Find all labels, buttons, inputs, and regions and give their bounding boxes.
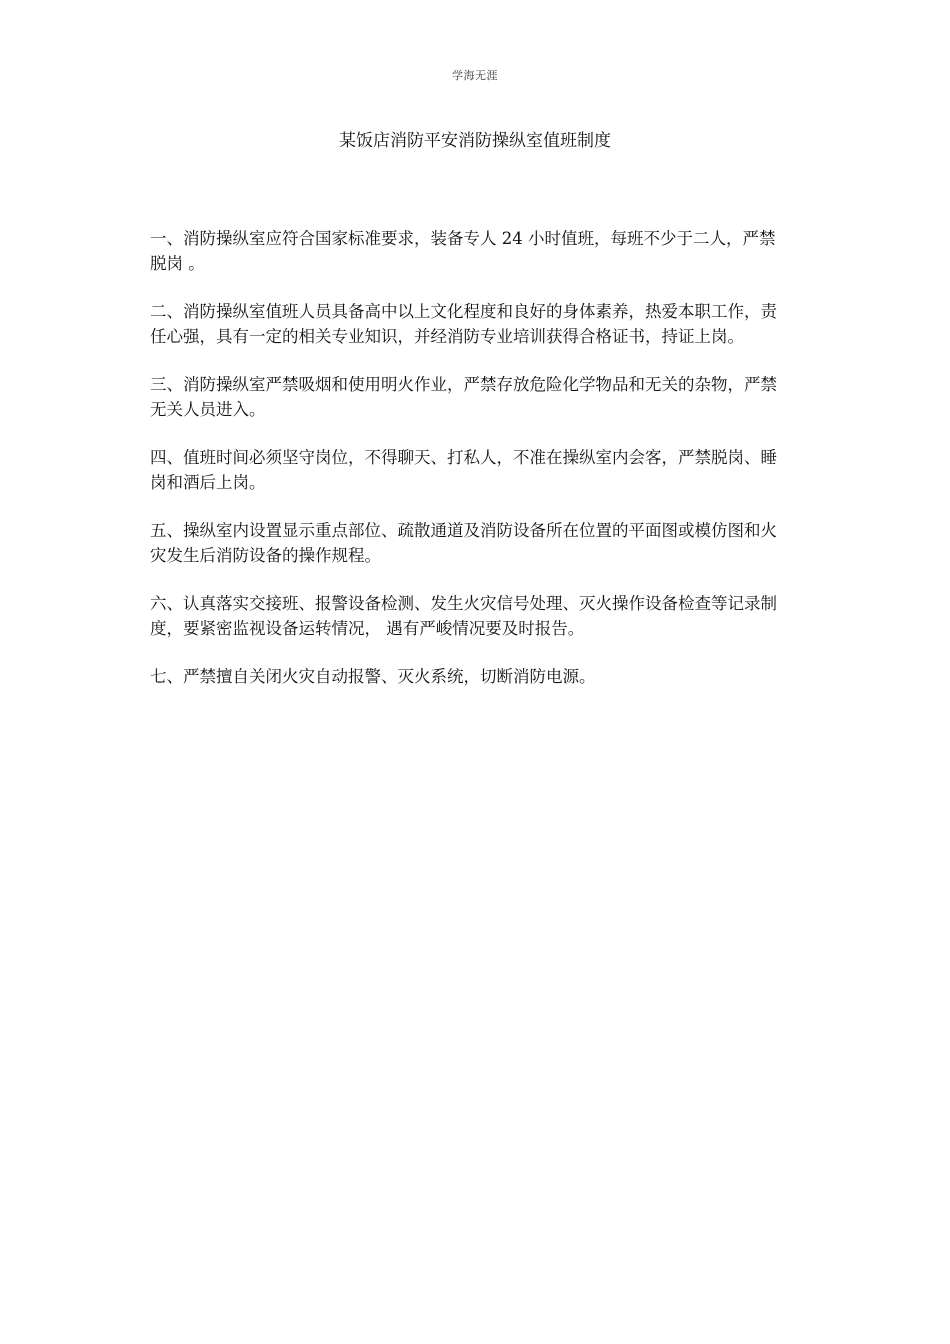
paragraph-1: 一、消防操纵室应符合国家标准要求，装备专人 24 小时值班，每班不少于二人，严禁脱岗 。 bbox=[150, 229, 776, 273]
paragraph-4: 四、值班时间必须坚守岗位，不得聊天、打私人，不准在操纵室内会客，严禁脱岗、睡岗和酒后上岗。 bbox=[150, 448, 777, 492]
paragraph-5: 五、操纵室内设置显示重点部位、疏散通道及消防设备所在位置的平面图或模仿图和火灾发生后消防设备的操作规程。 bbox=[150, 521, 777, 565]
document-body bbox=[150, 226, 790, 712]
paragraph-2: 二、消防操纵室值班人员具备高中以上文化程度和良好的身体素养，热爱本职工作，责任心强，具有一定的相关专业知识，并经消防专业培训获得合格证书，持证上岗。 bbox=[150, 302, 777, 346]
paragraph-3: 三、消防操纵室严禁吸烟和使用明火作业，严禁存放危险化学物品和无关的杂物，严禁无关人员进入。 bbox=[150, 375, 777, 419]
document-title: 某饭店消防平安消防操纵室值班制度 bbox=[339, 131, 611, 151]
paragraph-7: 七、严禁擅自关闭火灾自动报警、灭火系统，切断消防电源。 bbox=[150, 667, 596, 686]
page-header: 学海无涯 bbox=[452, 69, 498, 82]
paragraph-6: 六、认真落实交接班、报警设备检测、发生火灾信号处理、灭火操作设备检查等记录制度，要紧密监视设备运转情况， 遇有严峻情况要及时报告。 bbox=[150, 594, 777, 638]
